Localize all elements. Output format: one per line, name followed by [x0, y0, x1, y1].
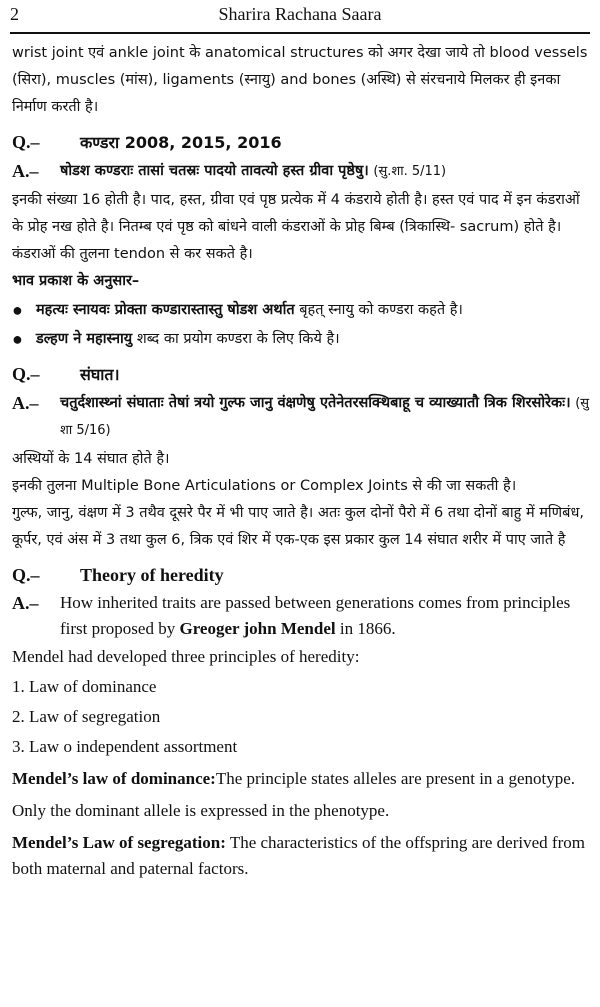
answer-reference: (सु शा 5/16)	[60, 396, 590, 438]
sanghata-details: गुल्फ, जानु, वंक्षण में 3 तथैव दूसरे पैर में भी पाए जाते है। अतः कुल दोनों पैरो में 6 तथा दोनों बाहु में मणिबंध, कूर्पर, एवं अंस में 3 तथा कुल 6, त्रिक एवं शिर में एक-एक इस प्रकार कुल 14 संघात शरीर में पाए जाते है	[12, 505, 584, 548]
answer-shloka: षोडश कण्डराः तासां चतस्रः पादयो तावत्यो हस्त ग्रीवा पृष्ठेषु।	[60, 163, 369, 179]
answer-shloka: चतुर्दशास्थ्नां संघाताः तेषां त्रयो गुल्फ जानु वंक्षणेषु एतेनेतरसक्थिबाहू च व्याख्यातौ त्रिक शिरसोरेकः।	[60, 395, 571, 411]
question-kandara	[12, 129, 590, 156]
intro-paragraph: wrist joint एवं ankle joint के anatomical structures को अगर देखा जाये तो blood vessels (सिरा), muscles (मांस), ligaments (स्नायु) and bones (अस्थि) से संरचनाये मिलकर ही इनका निर्माण करती है।	[12, 45, 588, 115]
question-sanghata	[12, 361, 590, 388]
dominance-paragraph	[12, 766, 590, 792]
question-label: Q.–	[12, 132, 40, 152]
kandara-paragraph: इनकी संख्या 16 होती है। पाद, हस्त, ग्रीवा एवं पृष्ठ प्रत्येक में 4 कंडराये होती है। हस्त एवं पाद में इन कंडराओं के प्रोह नख होते है। नितम्ब एवं पृष्ठ को बांधने वाली कंडराओं के प्रोह बिम्ब (त्रिकास्थि- sacrum) होते है। कंडराओं की तुलना tendon से कर सकते है।	[12, 192, 580, 262]
segregation-paragraph	[12, 830, 590, 882]
question-title: कण्डरा 2008, 2015, 2016	[80, 133, 282, 152]
dominance-heading: Mendel’s law of dominance:	[12, 769, 216, 788]
question-title: Theory of heredity	[80, 565, 224, 585]
law-item: 2. Law of segregation	[12, 707, 161, 726]
bullet-bold-text: महत्यः स्नायवः प्रोक्ता कण्डारास्तास्तु षोडश अर्थात	[36, 302, 295, 318]
mendel-name: Greoger john Mendel	[179, 619, 336, 638]
bhav-prakash-heading: भाव प्रकाश के अनुसार–	[12, 273, 140, 289]
answer-label: A.–	[12, 161, 39, 181]
page-header	[10, 2, 590, 30]
header-rule	[10, 32, 590, 34]
page-number: 2	[10, 4, 19, 24]
bullet-icon: ●	[12, 329, 23, 349]
answer-heredity	[12, 590, 590, 642]
page-content	[12, 40, 590, 882]
running-title: Sharira Rachana Saara	[218, 4, 382, 24]
law-item: 1. Law of dominance	[12, 677, 157, 696]
law-item: 3. Law o independent assortment	[12, 737, 238, 756]
question-label: Q.–	[12, 565, 40, 585]
answer-label: A.–	[12, 393, 39, 413]
segregation-text: The characteristics of the offspring are derived from both maternal and paternal factors.	[12, 833, 585, 878]
bullet-text: शब्द का प्रयोग कण्डरा के लिए किये है।	[136, 331, 340, 347]
sanghata-comparison: इनकी तुलना Multiple Bone Articulations or Complex Joints से की जा सकती है।	[12, 478, 517, 494]
dominance-paragraph-2: Only the dominant allele is expressed in the phenotype.	[12, 801, 390, 820]
answer-reference: (सु.शा. 5/11)	[373, 164, 447, 179]
list-item	[12, 326, 590, 353]
dominance-text: The principle states alleles are present in a genotype.	[215, 769, 576, 788]
bullet-text: बृहत् स्नायु को कण्डरा कहते है।	[299, 302, 463, 318]
answer-kandara	[12, 158, 590, 185]
question-label: Q.–	[12, 364, 40, 384]
answer-sanghata	[12, 390, 590, 444]
bullet-icon: ●	[12, 300, 23, 320]
answer-label: A.–	[12, 593, 39, 613]
question-title: संघात।	[80, 365, 120, 384]
sanghata-count: अस्थियों के 14 संघात होते है।	[12, 451, 170, 467]
answer-text-post: in 1866.	[335, 619, 396, 638]
answer-text-pre: How inherited traits are passed between generations comes from principles first proposed by	[60, 593, 571, 638]
list-item	[12, 297, 590, 324]
bullet-bold-text: डल्हण ने महास्नायु	[36, 331, 133, 347]
question-heredity	[12, 562, 590, 588]
heredity-intro: Mendel had developed three principles of heredity:	[12, 647, 360, 666]
segregation-heading: Mendel’s Law of segregation:	[12, 833, 226, 852]
